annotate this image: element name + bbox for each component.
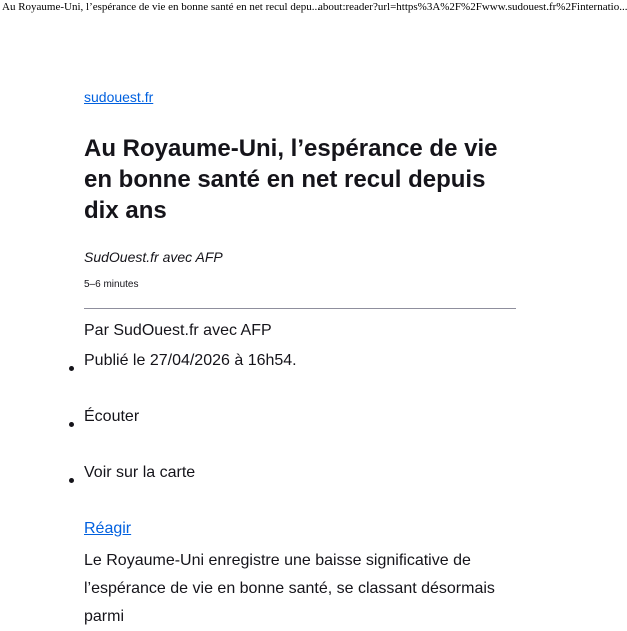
source-domain-link[interactable]: sudouest.fr [84,89,154,105]
bullet-icon [69,478,74,483]
reading-time: 5–6 minutes [84,279,139,290]
bullet-icon [69,366,74,371]
map-label: Voir sur la carte [84,464,196,481]
reader-view [84,88,516,631]
address-url[interactable]: about:reader?url=https%3A%2F%2Fwww.sudouest.fr%2Finternatio... [318,1,627,13]
list-item-reagir [84,487,516,543]
divider [84,308,516,309]
window-header [0,0,627,14]
action-list [84,375,516,543]
article-title: Au Royaume-Uni, l’espérance de vie en bonne santé en net recul depuis dix ans [84,135,498,224]
bullet-icon [69,422,74,427]
listen-label: Écouter [84,408,140,425]
list-item-ecouter [84,375,516,431]
list-item-carte [84,431,516,487]
byline: Par SudOuest.fr avec AFP [84,322,272,339]
article-content [84,317,516,631]
publish-date: Publié le 27/04/2026 à 16h54. [84,352,297,369]
react-link[interactable]: Réagir [84,520,132,537]
tab-title[interactable]: Au Royaume-Uni, l’espérance de vie en bonne santé en net recul depu... [2,1,320,13]
article-lead: Le Royaume-Uni enregistre une baisse significative de l’espérance de vie en bonne santé, se classant désormais parmi [84,552,495,625]
article-credits: SudOuest.fr avec AFP [84,249,223,265]
